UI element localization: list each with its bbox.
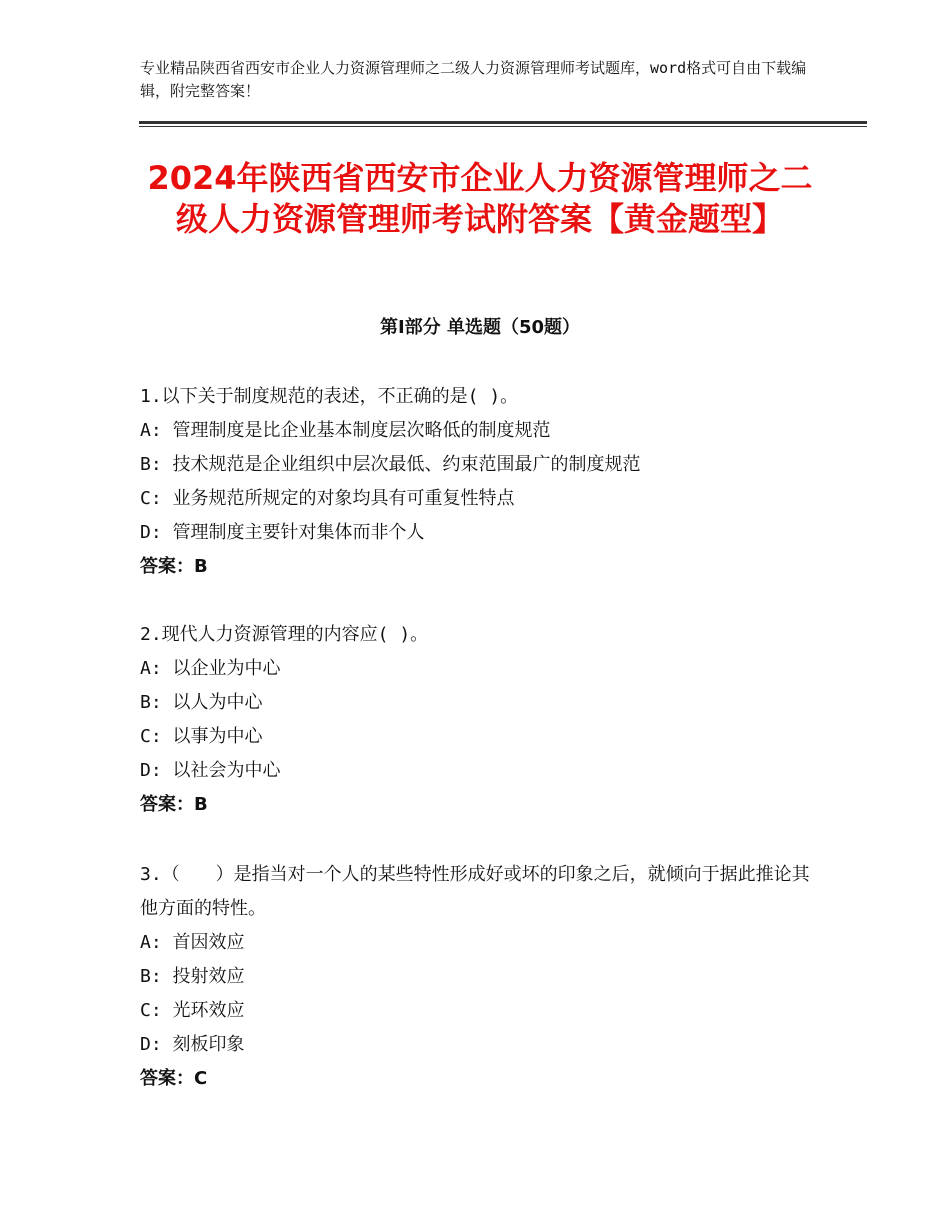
question-3	[140, 858, 820, 1096]
option-b: B: 以人为中心	[140, 692, 263, 713]
header-divider-thin	[139, 126, 867, 127]
option-d: D: 管理制度主要针对集体而非个人	[140, 522, 425, 543]
option-a: A: 管理制度是比企业基本制度层次略低的制度规范	[140, 420, 551, 441]
question-stem: 2.现代人力资源管理的内容应( )。	[140, 624, 429, 645]
document-title: 2024年陕西省西安市企业人力资源管理师之二级人力资源管理师考试附答案【黄金题型】	[147, 159, 813, 238]
answer-label: 答案：B	[140, 794, 208, 815]
option-d: D: 以社会为中心	[140, 760, 281, 781]
header-note: 专业精品陕西省西安市企业人力资源管理师之二级人力资源管理师考试题库，word格式可自由下载编辑，附完整答案！	[140, 59, 807, 100]
header-divider-thick	[139, 121, 867, 124]
option-c: C: 业务规范所规定的对象均具有可重复性特点	[140, 488, 515, 509]
question-stem: 3.（ ）是指当对一个人的某些特性形成好或坏的印象之后，就倾向于据此推论其他方面的特性。	[140, 864, 810, 919]
question-2	[140, 618, 820, 822]
option-b: B: 技术规范是企业组织中层次最低、约束范围最广的制度规范	[140, 454, 641, 475]
question-stem: 1.以下关于制度规范的表述，不正确的是( )。	[140, 386, 519, 407]
option-c: C: 以事为中心	[140, 726, 263, 747]
option-a: A: 首因效应	[140, 932, 245, 953]
option-b: B: 投射效应	[140, 966, 245, 987]
question-1	[140, 380, 820, 584]
option-a: A: 以企业为中心	[140, 658, 281, 679]
answer-label: 答案：C	[140, 1068, 208, 1089]
section-heading: 第Ⅰ部分 单选题（50题）	[379, 317, 580, 338]
option-d: D: 刻板印象	[140, 1034, 245, 1055]
option-c: C: 光环效应	[140, 1000, 245, 1021]
answer-label: 答案：B	[140, 556, 208, 577]
